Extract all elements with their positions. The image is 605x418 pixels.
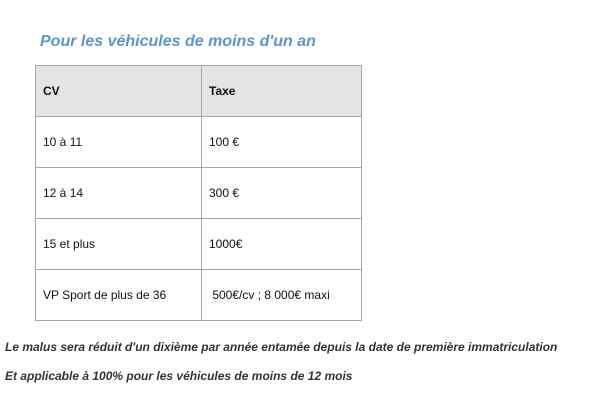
column-header-taxe: Taxe	[202, 66, 362, 117]
table-row	[36, 219, 362, 270]
tax-cell: 500€/cv ; 8 000€ maxi	[202, 270, 362, 321]
tax-cell: 100 €	[202, 117, 362, 168]
malus-reduction-note: Le malus sera réduit d'un dixième par année entamée depuis la date de première immatriculation	[5, 340, 558, 354]
cv-cell: 10 à 11	[36, 117, 202, 168]
tax-cell: 1000€	[202, 219, 362, 270]
section-heading: Pour les véhicules de moins d'un an	[40, 33, 316, 50]
cv-cell: VP Sport de plus de 36	[36, 270, 202, 321]
table-header-row	[36, 66, 362, 117]
malus-tax-table	[35, 65, 362, 321]
table-row	[36, 270, 362, 321]
column-header-cv: CV	[36, 66, 202, 117]
applicability-note: Et applicable à 100% pour les véhicules de moins de 12 mois	[5, 369, 353, 383]
cv-cell: 15 et plus	[36, 219, 202, 270]
cv-cell: 12 à 14	[36, 168, 202, 219]
table-row	[36, 168, 362, 219]
tax-cell: 300 €	[202, 168, 362, 219]
table-row	[36, 117, 362, 168]
